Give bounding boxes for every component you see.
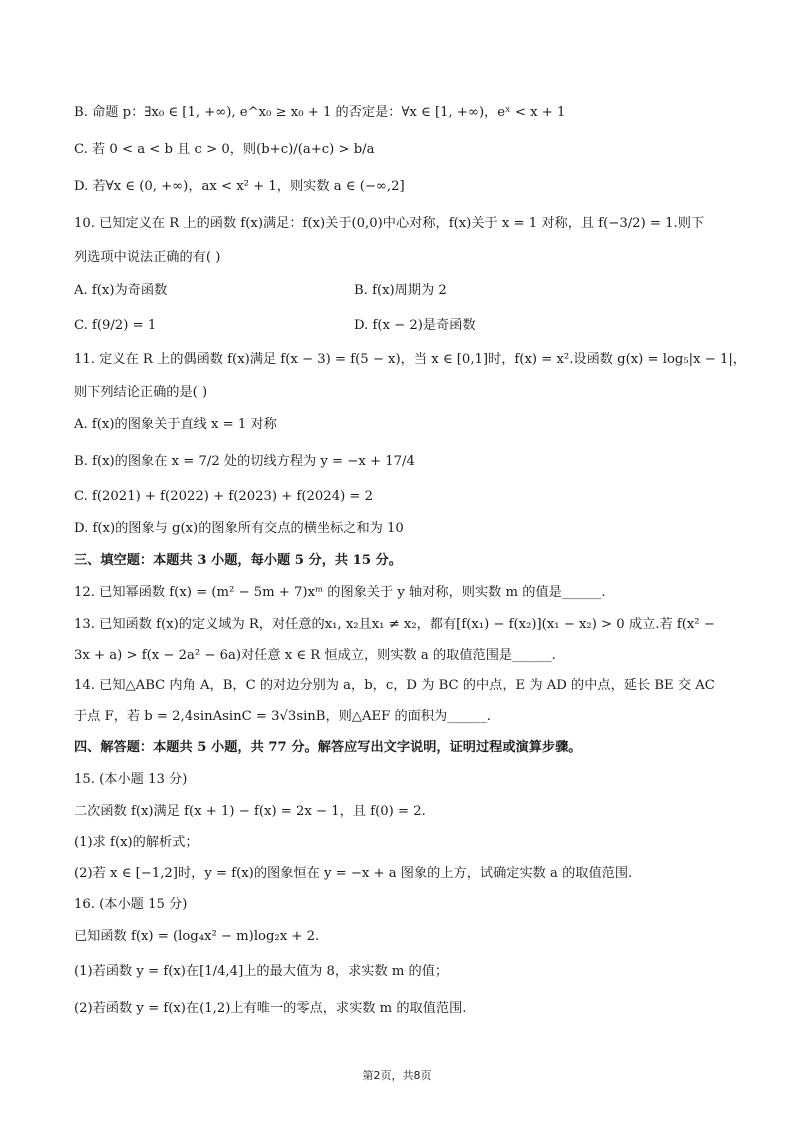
q15-heading: 15. (本小题 13 分)	[74, 772, 188, 787]
q11-stem-line2: 则下列结论正确的是( )	[74, 385, 208, 400]
q14-line1: 14. 已知△ABC 内角 A，B，C 的对边分别为 a，b，c，D 为 BC 的中点，E 为 AD 的中点，延长 BE 交 AC	[74, 678, 715, 693]
q13-line1: 13. 已知函数 f(x)的定义域为 R，对任意的x₁, x₂且x₁ ≠ x₂，都有[f(x₁) − f(x₂)](x₁ − x₂) > 0 成立.若 f(x² −	[74, 617, 715, 632]
page-footer: 第2页，共8页	[362, 1069, 432, 1082]
q16-part1: (1)若函数 y = f(x)在[1/4,4]上的最大值为 8，求实数 m 的值；	[74, 964, 449, 979]
q11-option-b: B. f(x)的图象在 x = 7/2 处的切线方程为 y = −x + 17/4	[74, 454, 415, 469]
q10-option-b: B. f(x)周期为 2	[354, 283, 447, 298]
q13-line2: 3x + a) > f(x − 2a² − 6a)对任意 x ∈ R 恒成立，则实数 a 的取值范围是______.	[74, 648, 556, 663]
q10-stem-line1: 10. 已知定义在 R 上的函数 f(x)满足：f(x)关于(0,0)中心对称，f(x)关于 x = 1 对称，且 f(−3/2) = 1.则下	[74, 216, 705, 231]
q16-part2: (2)若函数 y = f(x)在(1,2)上有唯一的零点，求实数 m 的取值范围.	[74, 1001, 467, 1016]
q14-line2: 于点 F，若 b = 2,4sinAsinC = 3√3sinB，则△AEF 的面积为______.	[74, 709, 492, 724]
section-fill-in-heading: 三、填空题：本题共 3 小题，每小题 5 分，共 15 分。	[74, 553, 402, 568]
q15-part1: (1)求 f(x)的解析式；	[74, 835, 199, 850]
q10-option-c: C. f(9/2) = 1	[74, 318, 157, 333]
q11-option-d: D. f(x)的图象与 g(x)的图象所有交点的横坐标之和为 10	[74, 521, 404, 536]
section-answer-heading: 四、解答题：本题共 5 小题，共 77 分。解答应写出文字说明，证明过程或演算步骤。	[74, 740, 582, 755]
q9-option-d: D. 若∀x ∈ (0, +∞)，ax < x² + 1，则实数 a ∈ (−∞,2]	[74, 179, 405, 194]
q15-part2: (2)若 x ∈ [−1,2]时，y = f(x)的图象恒在 y = −x + a 图象的上方，试确定实数 a 的取值范围.	[74, 866, 633, 881]
q9-option-c: C. 若 0 < a < b 且 c > 0，则(b+c)/(a+c) > b/a	[74, 142, 375, 157]
q9-option-b: B. 命题 p：∃x₀ ∈ [1, +∞), e^x₀ ≥ x₀ + 1 的否定是：∀x ∈ [1, +∞)，eˣ < x + 1	[74, 105, 566, 120]
q16-heading: 16. (本小题 15 分)	[74, 897, 188, 912]
q11-option-a: A. f(x)的图象关于直线 x = 1 对称	[74, 417, 277, 432]
q16-stem: 已知函数 f(x) = (log₄x² − m)log₂x + 2.	[74, 929, 320, 944]
q12-text: 12. 已知幂函数 f(x) = (m² − 5m + 7)xᵐ 的图象关于 y 轴对称，则实数 m 的值是______.	[74, 585, 606, 600]
q10-stem-line2: 列选项中说法正确的有( )	[74, 250, 221, 265]
q11-option-c: C. f(2021) + f(2022) + f(2023) + f(2024) = 2	[74, 489, 374, 504]
q10-option-a: A. f(x)为奇函数	[74, 283, 168, 298]
q15-stem: 二次函数 f(x)满足 f(x + 1) − f(x) = 2x − 1，且 f(0) = 2.	[74, 804, 426, 819]
q11-stem-line1: 11. 定义在 R 上的偶函数 f(x)满足 f(x − 3) = f(5 − x)，当 x ∈ [0,1]时，f(x) = x².设函数 g(x) = log₅|x − 1|，	[74, 352, 746, 367]
q10-option-d: D. f(x − 2)是奇函数	[354, 318, 476, 333]
